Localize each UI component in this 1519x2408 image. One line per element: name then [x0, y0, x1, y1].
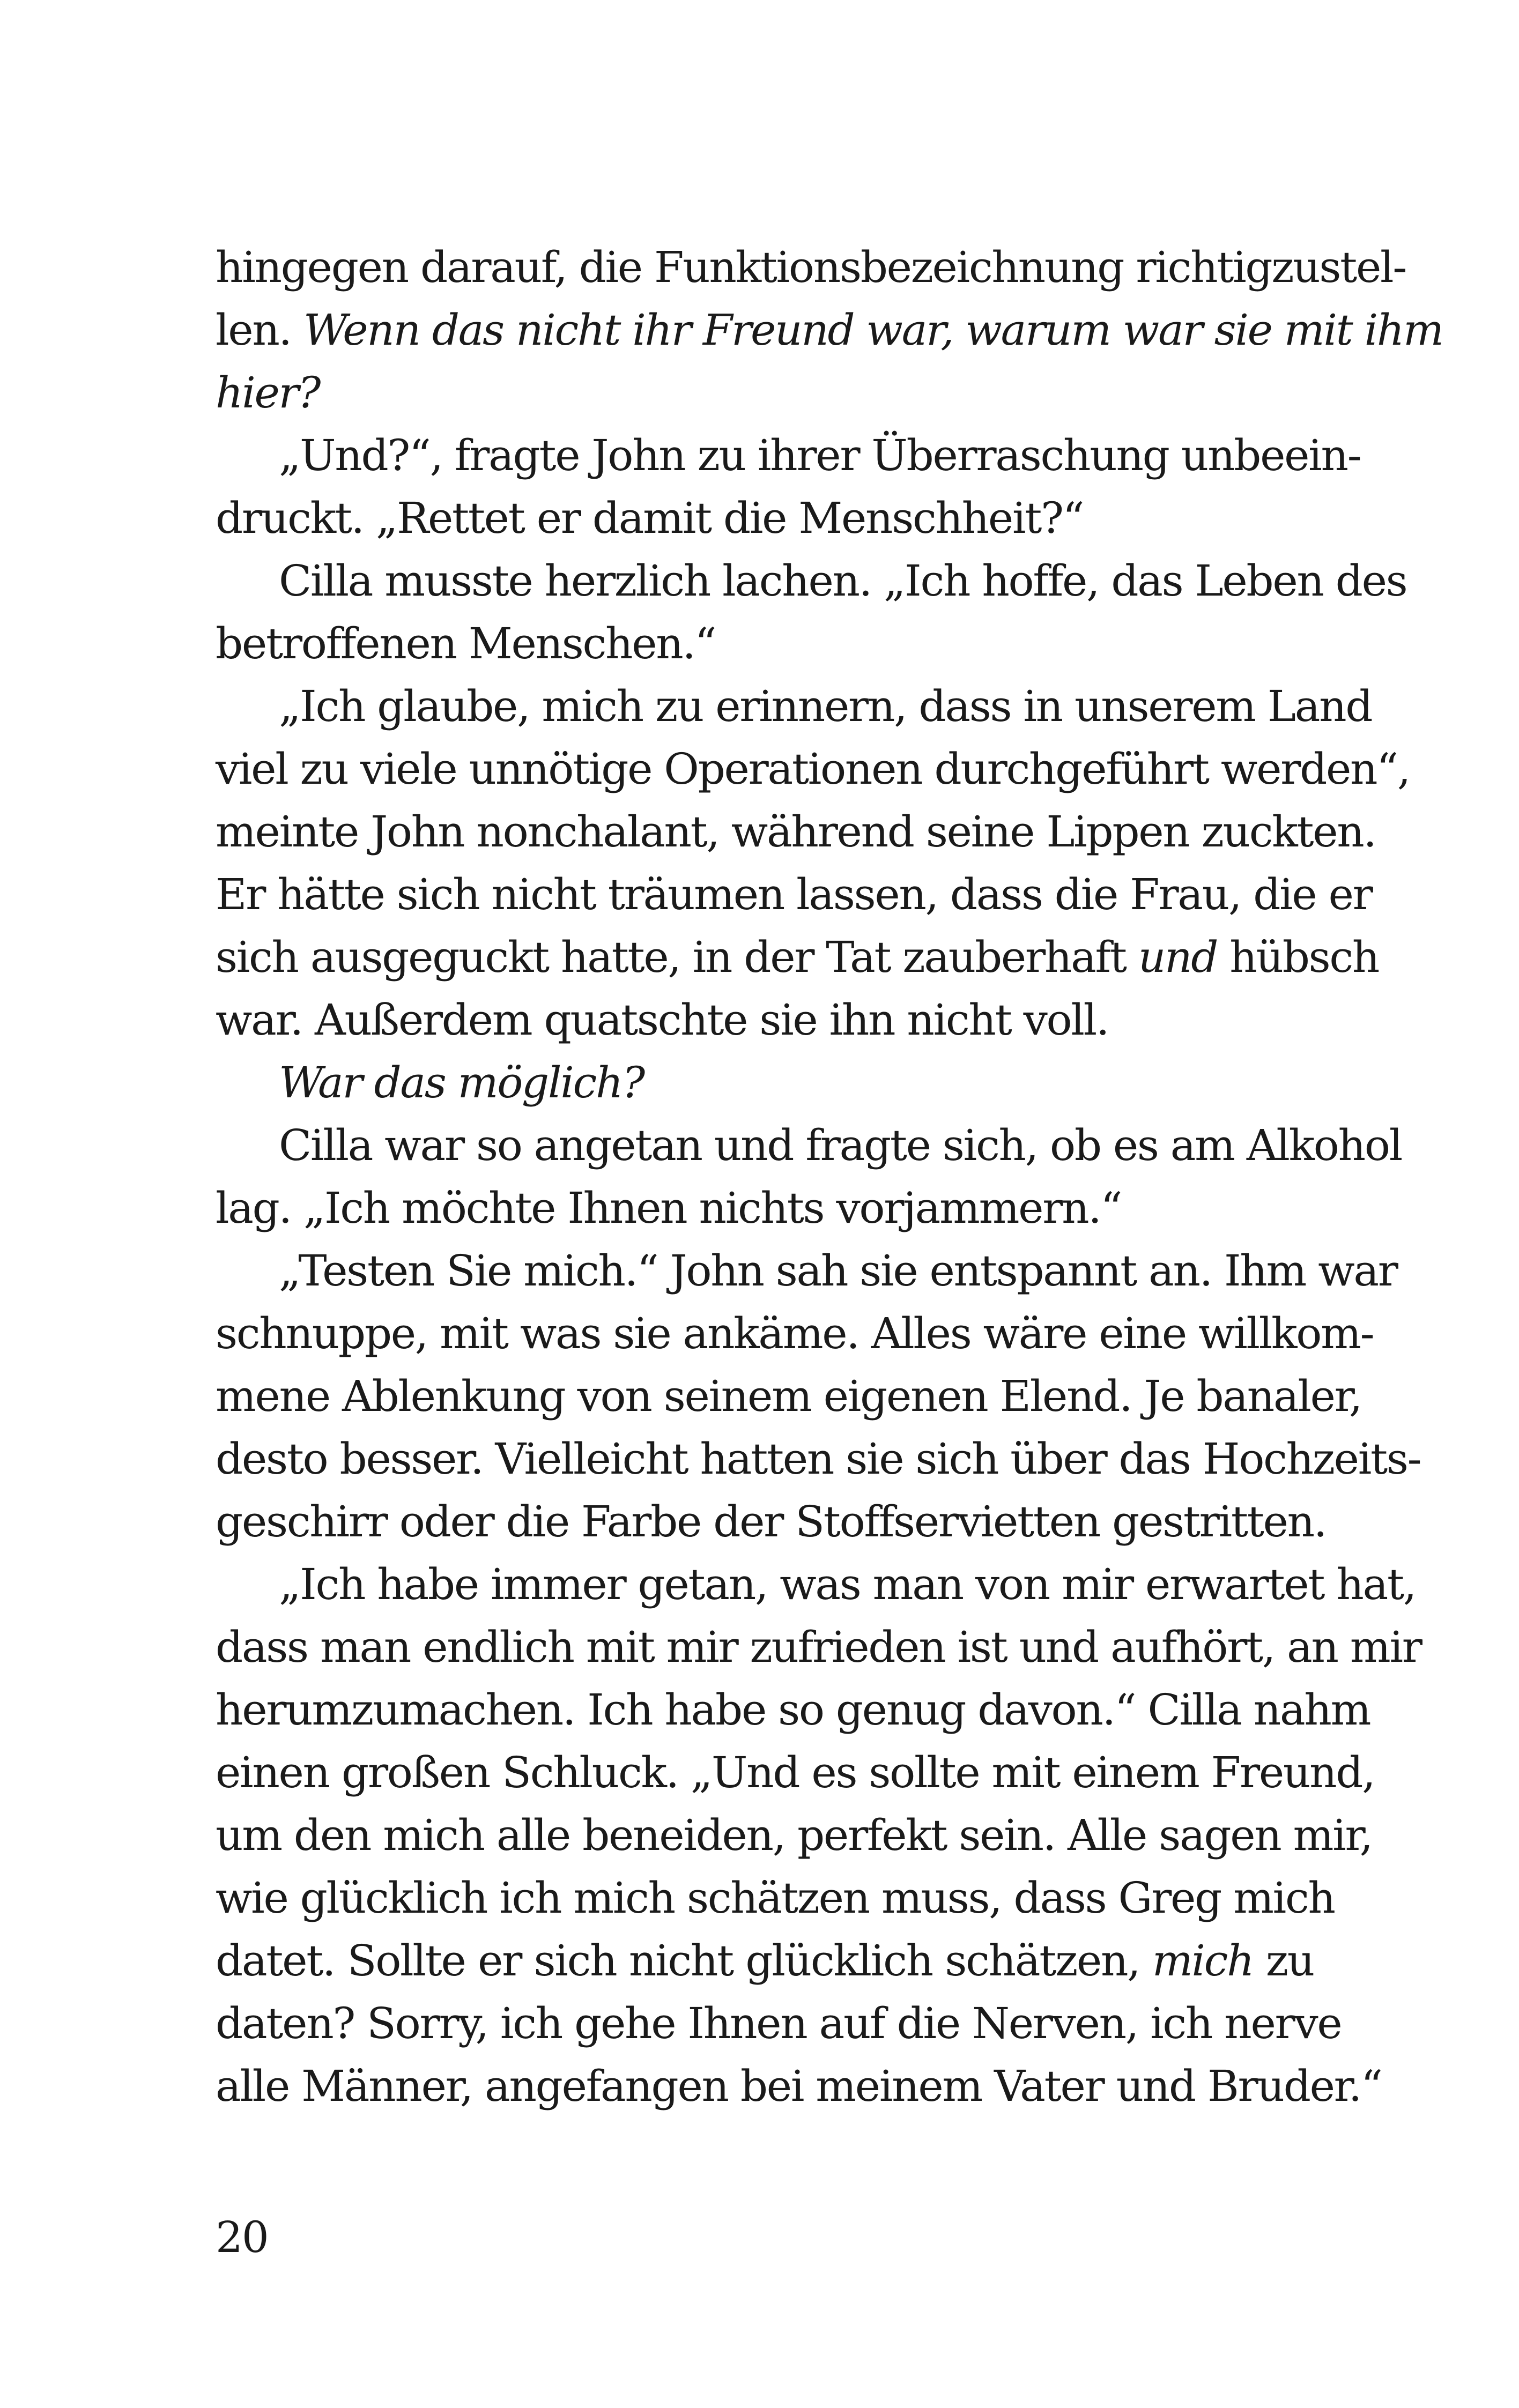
text-span: len.	[216, 305, 303, 355]
text-line: lag. „Ich möchte Ihnen nichts vorjammern.“	[216, 1183, 1122, 1233]
italic-text: War das möglich?	[279, 1058, 644, 1108]
text-line	[216, 1929, 1314, 1992]
text-line: war. Außerdem quatschte sie ihn nicht voll.	[216, 995, 1109, 1045]
italic-text: und	[1138, 932, 1218, 982]
text-span: sich ausgeguckt hatte, in der Tat zauberhaft	[216, 932, 1138, 982]
text-line: mene Ablenkung von seinem eigenen Elend. Je banaler,	[216, 1371, 1361, 1421]
text-line: schnuppe, mit was sie ankäme. Alles wäre eine willkom-	[216, 1309, 1374, 1358]
text-line: dass man endlich mit mir zufrieden ist und aufhört, an mir	[216, 1622, 1421, 1672]
italic-text: hier?	[216, 368, 320, 418]
text-line: „Ich habe immer getan, was man von mir erwartet hat,	[279, 1559, 1416, 1609]
text-line: betroffenen Menschen.“	[216, 619, 716, 668]
text-line: daten? Sorry, ich gehe Ihnen auf die Nerven, ich nerve	[216, 1998, 1342, 2048]
text-line	[216, 926, 1379, 989]
text-line	[216, 1051, 1314, 1114]
text-line: viel zu viele unnötige Operationen durchgeführt werden“,	[216, 744, 1410, 794]
text-line: meinte John nonchalant, während seine Lippen zuckten.	[216, 807, 1376, 857]
text-line: wie glücklich ich mich schätzen muss, dass Greg mich	[216, 1873, 1335, 1923]
text-line: Cilla musste herzlich lachen. „Ich hoffe, das Leben des	[279, 556, 1407, 606]
text-span: datet. Sollte er sich nicht glücklich schätzen,	[216, 1936, 1152, 1986]
text-line: herumzumachen. Ich habe so genug davon.“ Cilla nahm	[216, 1685, 1370, 1735]
text-line: hingegen darauf, die Funktionsbezeichnung richtigzustel-	[216, 242, 1406, 292]
text-line: druckt. „Rettet er damit die Menschheit?“	[216, 493, 1084, 543]
text-line	[216, 361, 1314, 424]
text-line: „Ich glaube, mich zu erinnern, dass in unserem Land	[279, 681, 1372, 731]
text-span: zu	[1253, 1936, 1314, 1986]
text-span: hübsch	[1217, 932, 1379, 982]
text-line: alle Männer, angefangen bei meinem Vater und Bruder.“	[216, 2061, 1382, 2111]
text-line: „Testen Sie mich.“ John sah sie entspannt an. Ihm war	[279, 1246, 1397, 1296]
italic-text: mich	[1152, 1936, 1254, 1986]
text-line: „Und?“, fragte John zu ihrer Überraschung unbeein-	[279, 430, 1361, 480]
page-number: 20	[216, 2212, 268, 2262]
text-line	[216, 299, 1443, 361]
text-line: um den mich alle beneiden, perfekt sein. Alle sagen mir,	[216, 1810, 1372, 1860]
book-page-body	[216, 236, 1443, 2117]
text-line: einen großen Schluck. „Und es sollte mit einem Freund,	[216, 1748, 1375, 1797]
text-line: Er hätte sich nicht träumen lassen, dass die Frau, die er	[216, 869, 1372, 919]
text-line: geschirr oder die Farbe der Stoffservietten gestritten.	[216, 1497, 1327, 1547]
italic-text: Wenn das nicht ihr Freund war, warum war sie mit ihm	[303, 305, 1443, 355]
text-line: Cilla war so angetan und fragte sich, ob es am Alkohol	[279, 1120, 1402, 1170]
text-line: desto besser. Vielleicht hatten sie sich über das Hochzeits-	[216, 1434, 1421, 1484]
